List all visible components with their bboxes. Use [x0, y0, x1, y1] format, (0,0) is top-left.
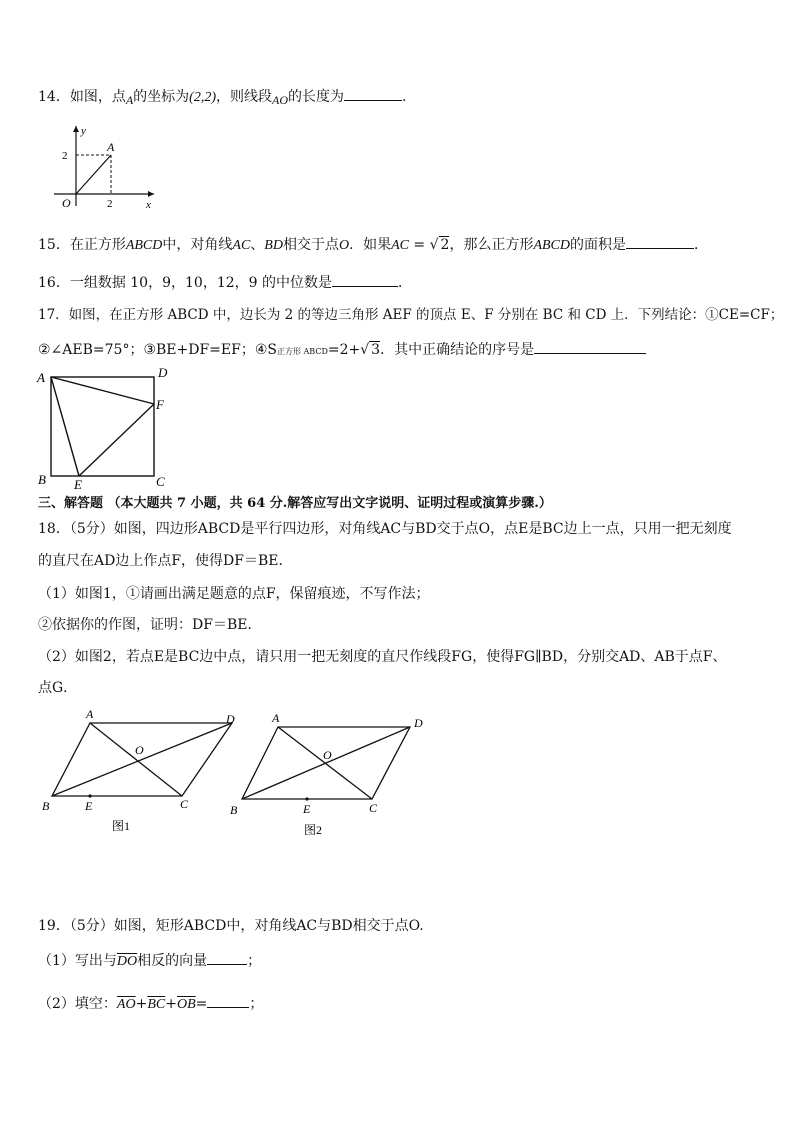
fig2-o-label: O	[323, 748, 332, 762]
q17-line2: ②∠AEB=75°；③BE+DF=EF；④S正方形 ABCD=2+√ 3．其中正确结论的序号是	[38, 339, 646, 359]
q15-answer-blank	[626, 236, 694, 249]
q18-line6: 点G．	[38, 680, 78, 696]
fig1-a-label: A	[86, 707, 94, 721]
fig2-e-label: E	[303, 802, 311, 816]
vertex-d-label: D	[158, 365, 168, 380]
q18-line3: （1）如图1，①请画出满足题意的点F，保留痕迹，不写作法；	[38, 586, 430, 602]
q18-line1: 18．（5分）如图，四边形ABCD是平行四边形，对角线AC与BD交于点O，点E是BC边上一点，只用一把无刻度	[38, 521, 732, 537]
tick-x-2: 2	[107, 198, 113, 210]
q17-answer-blank	[534, 341, 646, 354]
point-a-label: A	[107, 140, 115, 154]
vertex-b-label: B	[38, 472, 46, 487]
q19-line3: （2）填空：$\overline{AO}+\overline{BC}+\overline{OB}=$ ；	[38, 996, 264, 1012]
tick-y-2: 2	[62, 150, 68, 162]
section-3-heading: 三、解答题 （本大题共 7 小题，共 64 分.解答应写出文字说明、证明过程或演算步骤.）	[38, 496, 552, 511]
q14-answer-blank	[344, 88, 402, 101]
q18-figure-2	[226, 706, 436, 840]
q19-line2: （1）写出与$\overline{DO}$相反的向量 ；	[38, 953, 262, 969]
vertex-f-label: F	[156, 397, 164, 412]
q19-line1: 19．（5分）如图，矩形ABCD中，对角线AC与BD相交于点O.	[38, 918, 424, 934]
fig2-d-label: D	[414, 716, 423, 730]
fig1-c-label: C	[180, 797, 189, 811]
q16-text: 16．一组数据 10，9，10，12，9 的中位数是 ．	[38, 275, 412, 291]
fig2-caption: 图2	[304, 823, 323, 837]
vertex-c-label: C	[156, 474, 165, 489]
q18-line4: ②依据你的作图，证明：DF＝BE．	[38, 617, 262, 633]
q16-answer-blank	[332, 274, 398, 287]
fig1-caption: 图1	[112, 819, 131, 833]
q17-figure	[34, 364, 174, 490]
fig1-e-label: E	[85, 799, 93, 813]
vertex-a-label: A	[37, 370, 45, 385]
axis-y-label: y	[81, 125, 86, 137]
fig1-d-label: D	[226, 712, 235, 726]
q19-1-answer-blank	[207, 952, 247, 965]
q14-figure	[50, 118, 160, 210]
q18-line2: 的直尺在AD边上作点F，使得DF＝BE．	[38, 553, 293, 569]
q18-figure-1	[38, 706, 248, 836]
axis-x-label: x	[146, 199, 151, 210]
fig2-b-label: B	[230, 803, 238, 817]
vertex-e-label: E	[74, 477, 82, 490]
q17-line1: 17．如图，在正方形 ABCD 中，边长为 2 的等边三角形 AEF 的顶点 E、F 分别在 BC 和 CD 上．下列结论：①CE=CF；	[38, 307, 784, 323]
fig2-c-label: C	[369, 801, 378, 815]
fig2-a-label: A	[272, 711, 280, 725]
q19-2-answer-blank	[207, 995, 249, 1008]
q15-text: 15．在正方形ABCD中，对角线AC、BD相交于点O．如果AC = √ 2，那么正方形ABCD的面积是 ．	[38, 237, 709, 253]
q18-line5: （2）如图2，若点E是BC边中点，请只用一把无刻度的直尺作线段FG，使得FG∥BD，分别交AD、AB于点F、	[38, 649, 727, 665]
fig1-o-label: O	[135, 743, 144, 757]
origin-label: O	[62, 196, 71, 210]
fig1-b-label: B	[42, 799, 50, 813]
q14-text: 14．如图，点A的坐标为(2,2)，则线段AO的长度为 .	[38, 89, 407, 107]
